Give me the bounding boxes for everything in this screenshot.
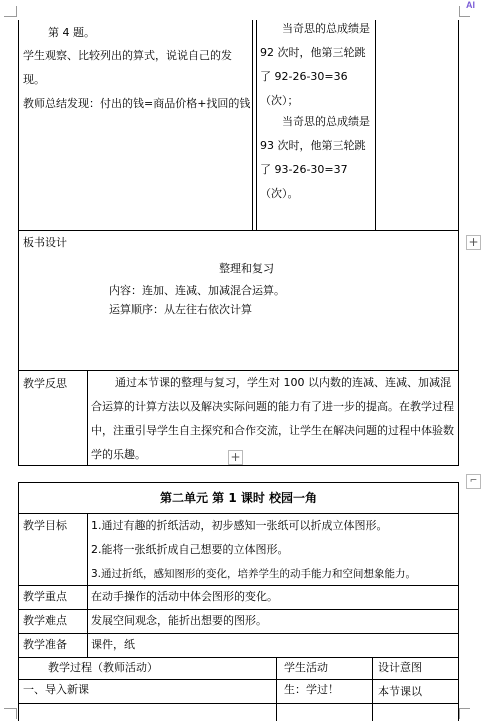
teaching-prep-label: 教学准备 xyxy=(23,638,67,651)
table-resize-handle[interactable]: ⌐ xyxy=(466,474,481,489)
teaching-difficulty-value: 发展空间观念，能折出想要的图形。 xyxy=(91,614,267,627)
corner-mark-top-right xyxy=(459,6,470,17)
board-design-content: 内容：连加、连减、加减混合运算。 xyxy=(109,284,285,297)
teacher-summary-text: 教师总结发现：付出的钱=商品价格+找回的钱 xyxy=(23,97,251,110)
intro-student-response: 生：学过！ xyxy=(284,683,339,696)
problem-number: 第 4 题。 xyxy=(48,26,95,39)
teaching-goal-2: 2.能将一张纸折成自己想要的立体图形。 xyxy=(91,543,289,556)
corner-mark-bottom-right xyxy=(459,708,470,719)
process-teacher-header: 教学过程（教师活动） xyxy=(48,661,158,674)
intro-section-title: 一、导入新课 xyxy=(23,683,89,696)
intro-design-intent: 本节课以 xyxy=(378,685,422,698)
board-design-label: 板书设计 xyxy=(23,236,67,249)
teaching-goal-3: 3.通过折纸，感知图形的变化，培养学生的动手能力和空间想象能力。 xyxy=(91,568,417,580)
teaching-key-value: 在动手操作的活动中体会图形的变化。 xyxy=(91,590,278,603)
teaching-prep-value: 课件，纸 xyxy=(91,638,135,651)
board-design-title: 整理和复习 xyxy=(219,262,274,275)
student-activity-text-2: 当奇思的总成绩是 93 次时，他第三轮跳了 93-26-30=37（次）。 xyxy=(260,115,370,200)
board-design-order: 运算顺序：从左往右依次计算 xyxy=(109,303,252,316)
lesson-title: 第二单元 第 1 课时 校园一角 xyxy=(159,491,318,505)
add-row-button[interactable]: + xyxy=(466,235,481,250)
ai-assistant-badge[interactable]: AI xyxy=(466,0,475,10)
teaching-difficulty-label: 教学难点 xyxy=(23,614,67,627)
process-design-header: 设计意图 xyxy=(378,661,422,674)
table-move-handle[interactable]: + xyxy=(228,450,243,465)
corner-mark-bottom-left xyxy=(4,708,17,719)
teaching-key-label: 教学重点 xyxy=(23,590,67,603)
reflection-label: 教学反思 xyxy=(23,377,67,390)
process-student-header: 学生活动 xyxy=(284,661,328,674)
student-activity-text-1: 当奇思的总成绩是 92 次时，他第三轮跳了 92-26-30=36（次）； xyxy=(260,22,370,107)
corner-mark-top-left xyxy=(4,6,17,17)
teaching-goals-label: 教学目标 xyxy=(23,519,67,532)
student-observe-text: 学生观察、比较列出的算式，说说自己的发现。 xyxy=(23,49,232,86)
teaching-goal-1: 1.通过有趣的折纸活动，初步感知一张纸可以折成立体图形。 xyxy=(91,519,388,532)
reflection-text: 通过本节课的整理与复习，学生对 100 以内数的连减、连减、加减混合运算的计算方法以及解决实际问题的能力有了进一步的提高。在教学过程中，注重引导学生自主探究和合作交流，让学生在解决问题的过程中体验数学的乐趣。 xyxy=(91,376,454,461)
